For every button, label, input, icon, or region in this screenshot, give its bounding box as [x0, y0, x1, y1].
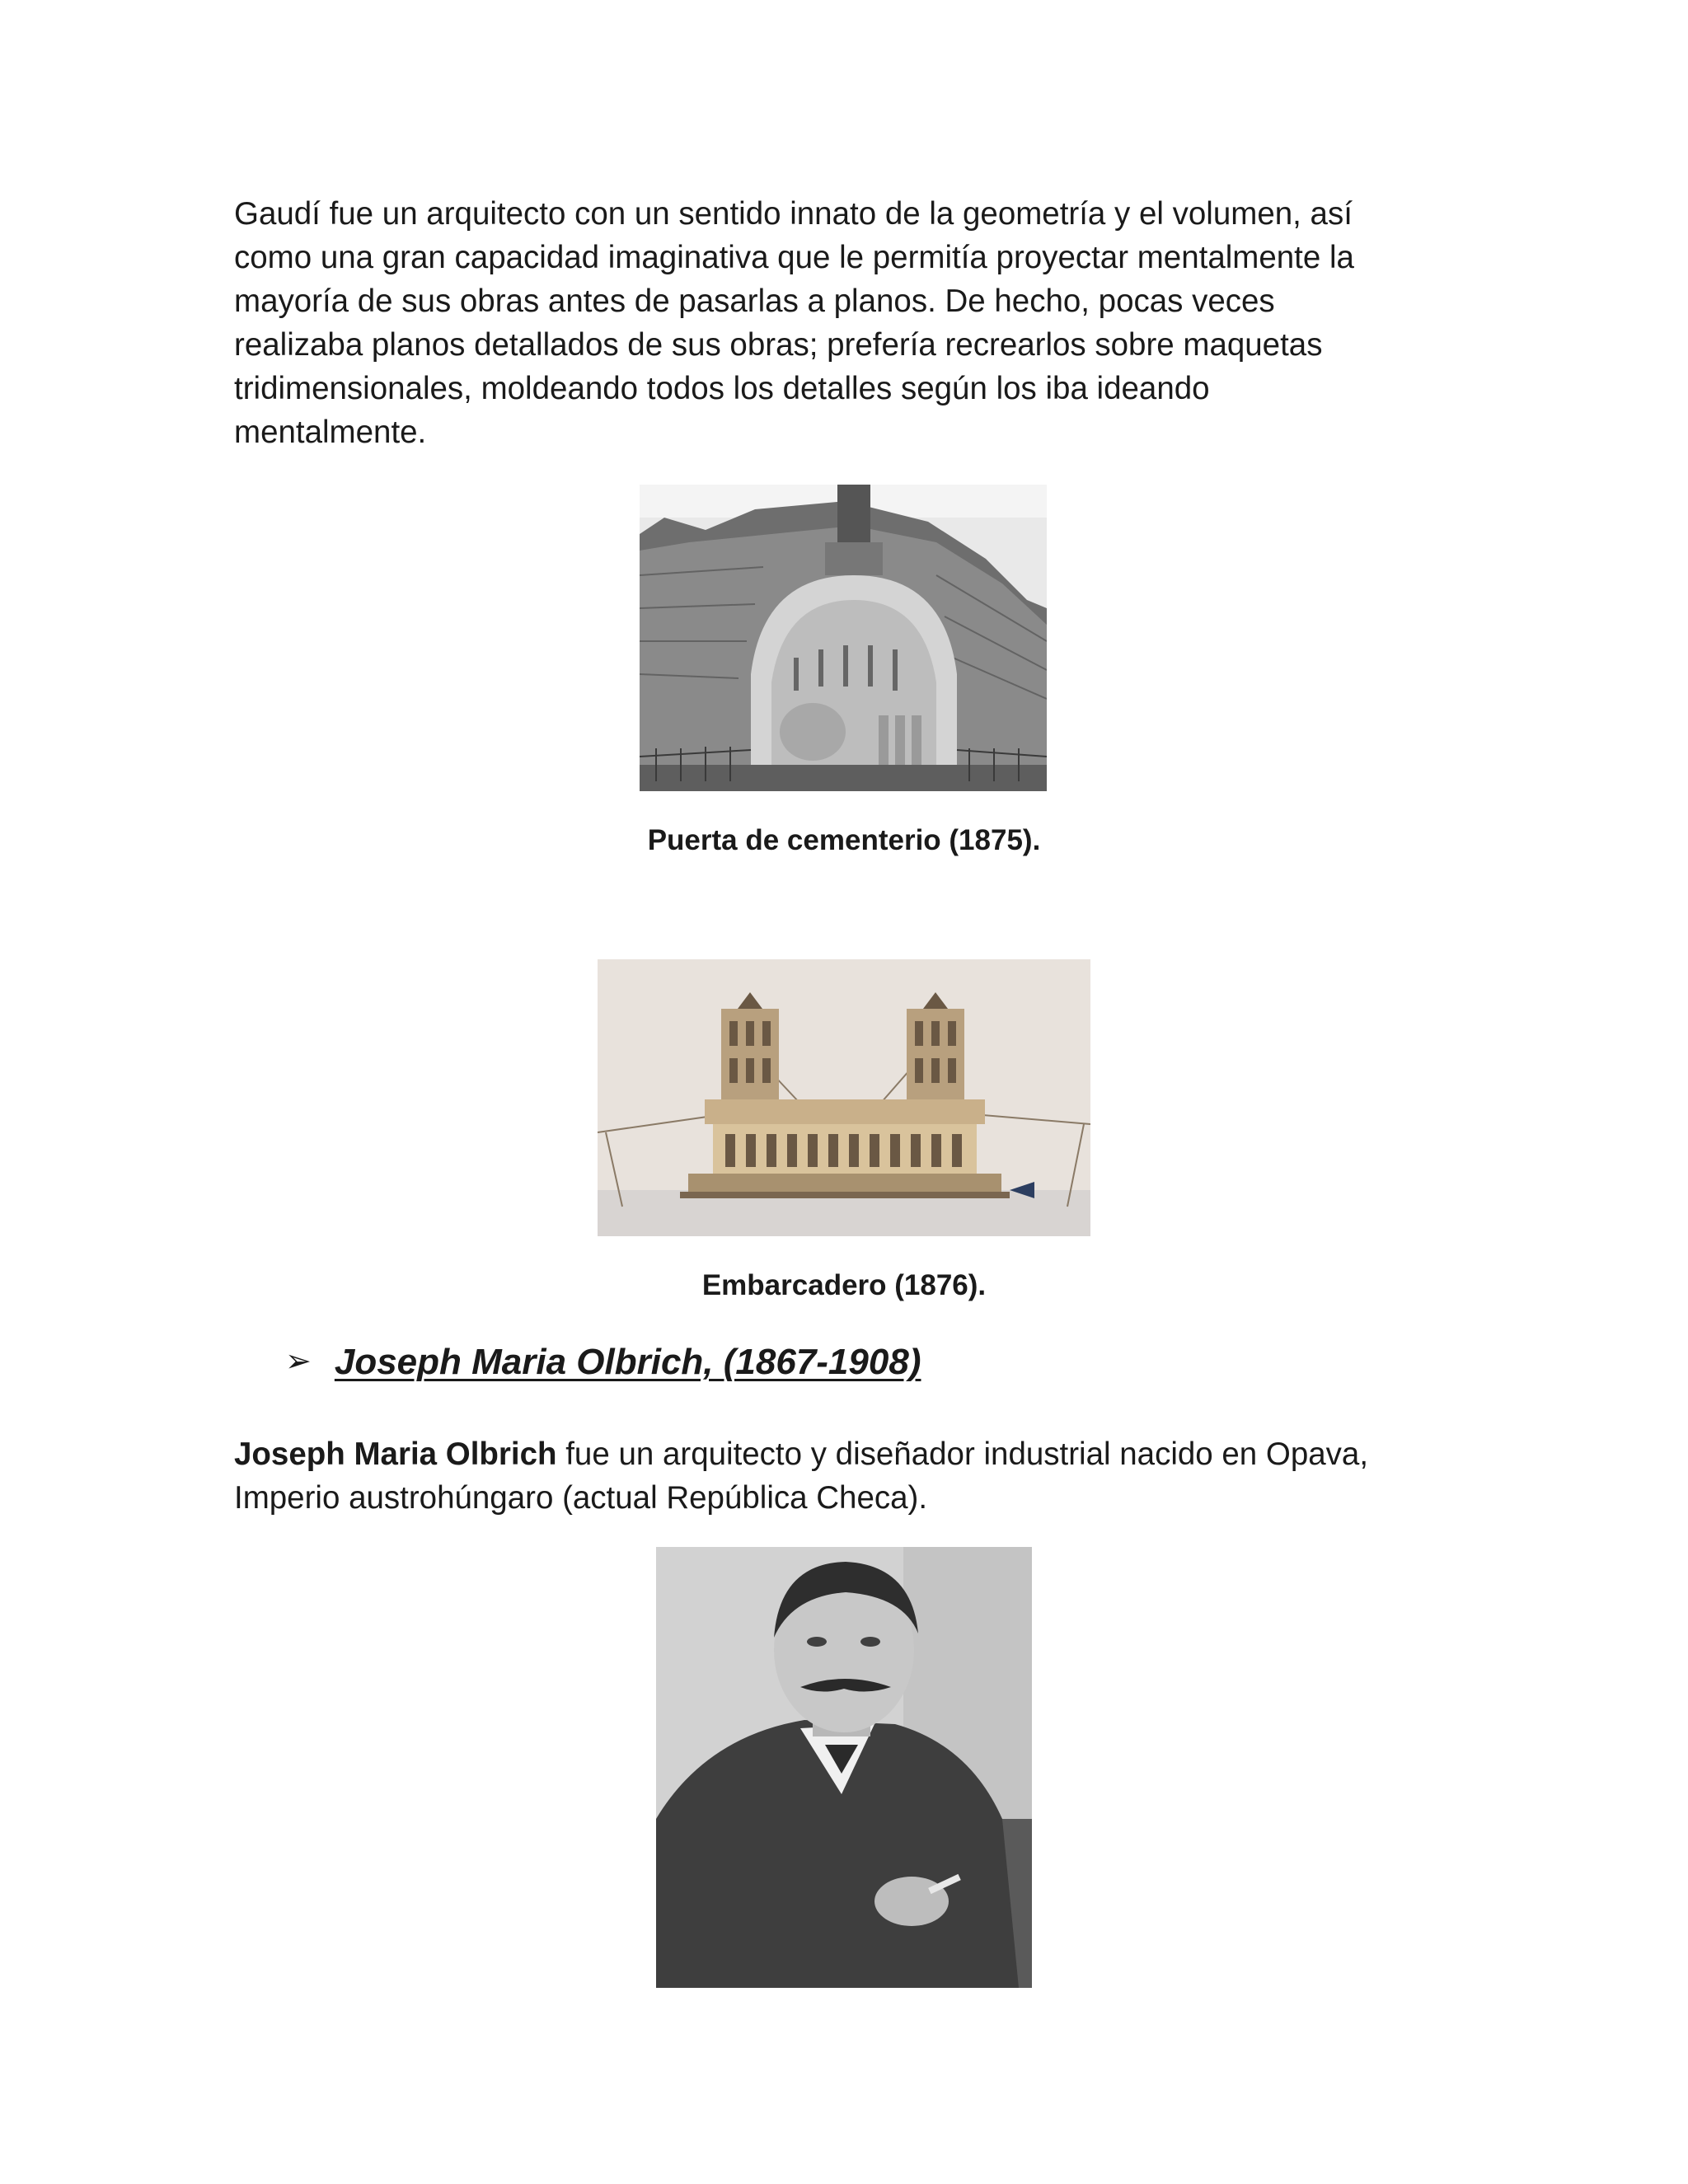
portrait-image: [656, 1547, 1032, 1988]
pier-image: [598, 959, 1090, 1236]
figure-caption: Embarcadero (1876).: [701, 1269, 987, 1301]
intro-line: mayoría de sus obras antes de pasarlas a planos. De hecho, pocas veces: [234, 284, 1275, 319]
intro-line: realizaba planos detallados de sus obras; prefería recrearlos sobre maquetas: [234, 327, 1323, 363]
body-text: fue un arquitecto y diseñador industrial nacido en Opava,: [556, 1436, 1369, 1472]
intro-paragraph: [234, 192, 1437, 454]
person-name: Joseph Maria Olbrich: [234, 1436, 557, 1472]
section-body-line: [234, 1432, 1437, 1476]
intro-line: Gaudí fue un arquitecto con un sentido innato de la geometría y el volumen, así: [234, 196, 1353, 232]
cemetery-gate-image: [640, 485, 1047, 791]
intro-line: como una gran capacidad imaginativa que le permitía proyectar mentalmente la: [234, 240, 1354, 275]
section-body-line: Imperio austrohúngaro (actual República Checa).: [234, 1480, 928, 1516]
intro-line: tridimensionales, moldeando todos los detalles según los iba ideando: [234, 371, 1210, 406]
intro-line: mentalmente.: [234, 415, 427, 450]
bullet-arrow-icon: ➢: [285, 1344, 312, 1379]
section-title: Joseph Maria Olbrich, (1867-1908): [334, 1342, 921, 1382]
section-body: [234, 1432, 1437, 1520]
figure-caption: Puerta de cementerio (1875).: [647, 824, 1041, 856]
section-heading: [285, 1342, 921, 1383]
